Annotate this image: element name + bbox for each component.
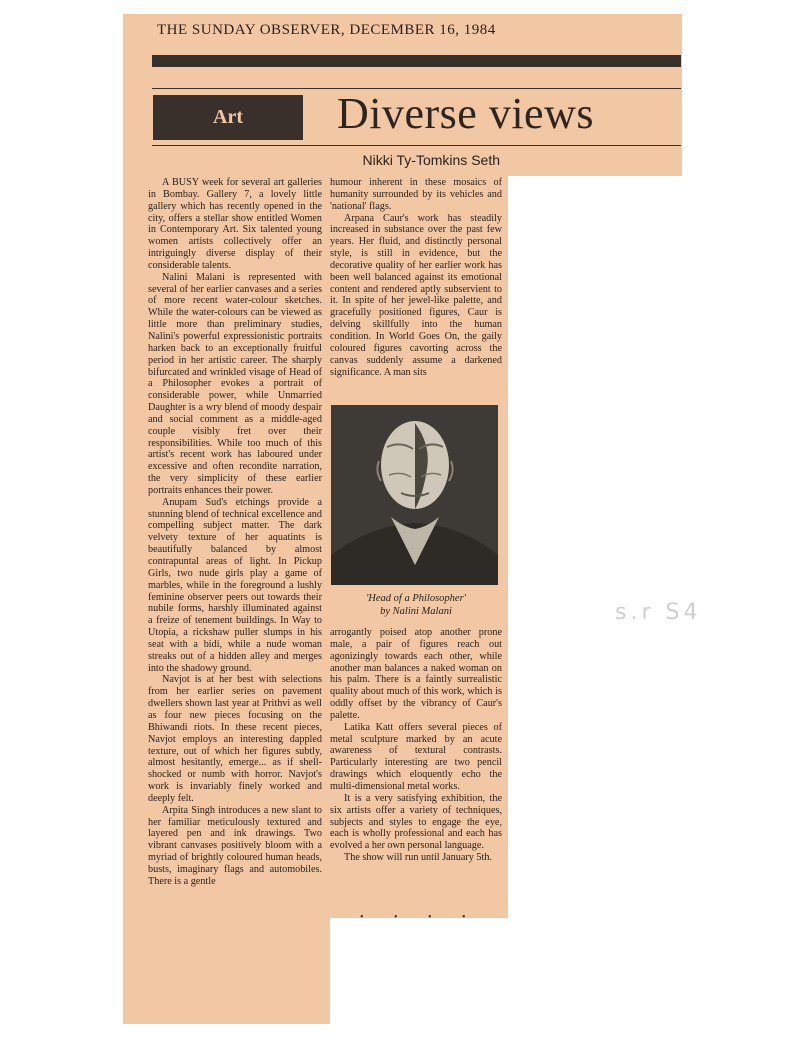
paragraph: It is a very satisfying exhibition, the six artists offer a variety of techniques, subjects and styles to engage the eye, each is wholly professional and each has evolved a her own personal language. <box>330 792 502 852</box>
paragraph: Navjot is at her best with selections from her earlier series on pavement dwellers shown last year at Prithvi as well as four new pieces focusing on the Bhiwandi riots. In these recent pieces, Navjot employs an interesting dappled texture, out of which her figures subtly, almost hesitantly, emerge... as if shell-shocked or numb with horror. Navjot's work is invariably finely worked and deeply felt. <box>148 674 322 804</box>
article-column-2-top <box>330 177 502 378</box>
portrait-photo <box>331 405 498 585</box>
section-label-box <box>153 95 303 140</box>
byline: Nikki Ty-Tomkins Seth <box>362 152 500 168</box>
article-column-1 <box>148 177 322 888</box>
paragraph: humour inherent in these mosaics of humanity surrounded by its vehicles and 'national' flags. <box>330 177 502 212</box>
header-rule-bottom <box>152 145 681 146</box>
paragraph: Latika Katt offers several pieces of metal sculpture marked by an acute awareness of textural contrasts. Particularly interesting are two pencil drawings which eloquently echo the multi-dimensional metal works. <box>330 721 502 792</box>
paragraph: The show will run until January 5th. <box>344 852 492 864</box>
portrait-image <box>331 405 498 585</box>
paragraph: A BUSY week for several art galleries in Bombay. Gallery 7, a lovely little gallery which has recently opened in the city, offers a stellar show entitled Women in Contemporary Art. Six talented young women artists collectively offer an intriguingly diverse display of their considerable talents. <box>148 177 322 271</box>
masthead: THE SUNDAY OBSERVER, DECEMBER 16, 1984 <box>157 22 496 38</box>
headline: Diverse views <box>337 89 594 138</box>
caption-title: 'Head of a Philosopher' <box>366 593 466 604</box>
paragraph: Arpita Singh introduces a new slant to her familiar meticulously textured and layered pen and ink drawings. Two vibrant canvases positively bloom with a myriad of brightly coloured human heads, busts, imaginary flags and automobiles. There is a gentle <box>148 804 322 887</box>
section-label: Art <box>213 106 243 128</box>
paragraph: Anupam Sud's etchings provide a stunning blend of technical excellence and compelling subject matter. The dark velvety texture of her aquatints is beautifully balanced by almost contrapuntal areas of light. In Pickup Girls, two nude girls play a game of marbles, while in the foreground a lushly feminine observer peers out towards their nubile forms, harshly illuminated against a freize of tenement buildings. In Way to Utopia, a rickshaw puller slumps in his seat with a bidi, while a nude woman streaks out of a hidden alley and merges into the shadowy ground. <box>148 496 322 674</box>
end-marks: • • • • <box>360 912 480 923</box>
pencil-note: s.r S4 <box>615 600 702 625</box>
paragraph: Arpana Caur's work has steadily increased in substance over the past few years. Her fluid, and distinctly personal style, is still in evidence, but the decorative quality of her earlier work has been well balanced against its emotional content and rendered aptly subservient to it. In spite of her jewel-like palette, and gracefully positioned figures, Caur is delving skillfully into the human condition. In World Goes On, the gaily coloured figures cavorting across the canvas suddenly assume a darkened significance. A man sits <box>330 212 502 378</box>
photo-caption <box>330 592 502 618</box>
paragraph: Nalini Malani is represented with several of her earlier canvases and a series of more recent water-colour sketches. While the water-colours can be viewed as little more than preliminary studies, Nalini's powerful expressionistic portraits harken back to an exceptionally fruitful period in her artistic career. The sharply bifurcated and wrinkled visage of Head of a Philosopher evokes a portrait of considerable power, while Unmarried Daughter is a wry blend of moody despair and social comment as a middle-aged couple visibly fret over their responsibilities. While too much of this artist's recent work has laboured under excessive and often recondite narration, the very simplicity of these earlier portraits enhances their power. <box>148 271 322 496</box>
article-column-2-bottom <box>330 627 502 864</box>
caption-artist: by Nalini Malani <box>380 606 452 617</box>
masthead-rule <box>152 55 681 67</box>
paragraph: arrogantly poised atop another prone male, a pair of figures reach out agonizingly towards each other, while another man balances a naked woman on his palm. There is a faintly surrealistic quality about much of this work, which is oddly offset by the vibrancy of Caur's palette. <box>330 627 502 721</box>
